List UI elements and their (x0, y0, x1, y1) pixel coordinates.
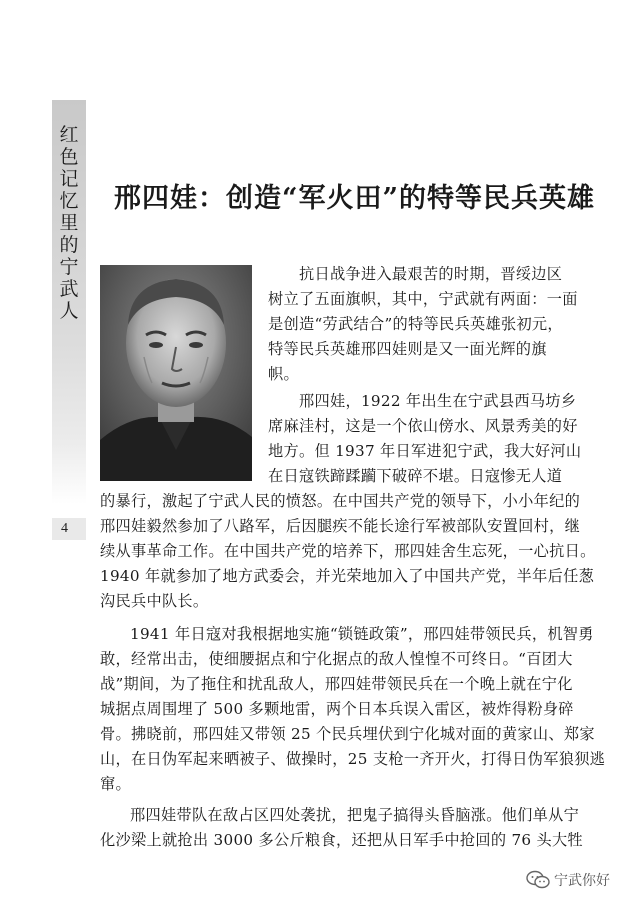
watermark-text: 宁武你好 (554, 873, 610, 889)
wechat-icon (526, 870, 550, 890)
body-line: 树立了五面旗帜，其中，宁武就有两面：一面 (268, 290, 578, 308)
body-line: 在日寇铁蹄蹂躏下破碎不堪。日寇惨无人道 (268, 467, 563, 485)
body-line: 1940 年就参加了地方武委会，并光荣地加入了中国共产党，半年后任葱 (100, 567, 595, 585)
body-line: 地方。但 1937 年日军进犯宁武，我大好河山 (268, 442, 582, 460)
body-line: 邢四娃，1922 年出生在宁武县西马坊乡 (299, 392, 577, 410)
body-line: 续从事革命工作。在中国共产党的培养下，邢四娃舍生忘死，一心抗日。 (100, 542, 596, 560)
body-line: 是创造“劳武结合”的特等民兵英雄张初元， (268, 315, 563, 333)
chapter-title: 邢四娃：创造“军火田”的特等民兵英雄 (114, 183, 596, 214)
book-side-title: 红色记忆里的宁武人 (59, 124, 79, 322)
watermark (526, 870, 610, 890)
body-line: 化沙梁上就抢出 3000 多公斤粮食，还把从日军手中抢回的 76 头大牲 (100, 831, 583, 849)
page-number: 4 (61, 521, 68, 536)
body-line: 敢，经常出击，使细腰据点和宁化据点的敌人惶惶不可终日。“百团大 (100, 650, 573, 668)
body-line: 邢四娃毅然参加了八路军，后因腿疾不能长途行军被部队安置回村，继 (100, 517, 581, 535)
body-line: 城据点周围埋了 500 多颗地雷，两个日本兵误入雷区，被炸得粉身碎 (100, 700, 574, 718)
body-line: 帜。 (268, 365, 299, 383)
body-line: 骨。拂晓前，邢四娃又带领 25 个民兵埋伏到宁化城对面的黄家山、郑家 (100, 725, 595, 743)
body-line: 战”期间，为了拖住和扰乱敌人，邢四娃带领民兵在一个晚上就在宁化 (100, 675, 573, 693)
body-line: 抗日战争进入最艰苦的时期，晋绥边区 (299, 265, 563, 283)
body-line: 席麻洼村，这是一个依山傍水、风景秀美的好 (268, 417, 578, 435)
body-line: 山，在日伪军起来晒被子、做操时，25 支枪一齐开火，打得日伪军狼狈逃 (100, 750, 606, 768)
body-line: 1941 年日寇对我根据地实施“锁链政策”，邢四娃带领民兵，机智勇 (130, 625, 594, 643)
body-line: 邢四娃带队在敌占区四处袭扰，把鬼子搞得头昏脑涨。他们单从宁 (130, 806, 580, 824)
body-line: 的暴行，激起了宁武人民的愤怒。在中国共产党的领导下，小小年纪的 (100, 492, 581, 510)
body-line: 沟民兵中队长。 (100, 592, 209, 610)
page-number-tab (52, 518, 86, 540)
body-line: 窜。 (100, 775, 131, 793)
portrait-image (100, 265, 252, 481)
body-line: 特等民兵英雄邢四娃则是又一面光辉的旗 (268, 340, 547, 358)
portrait-photo (100, 265, 252, 481)
